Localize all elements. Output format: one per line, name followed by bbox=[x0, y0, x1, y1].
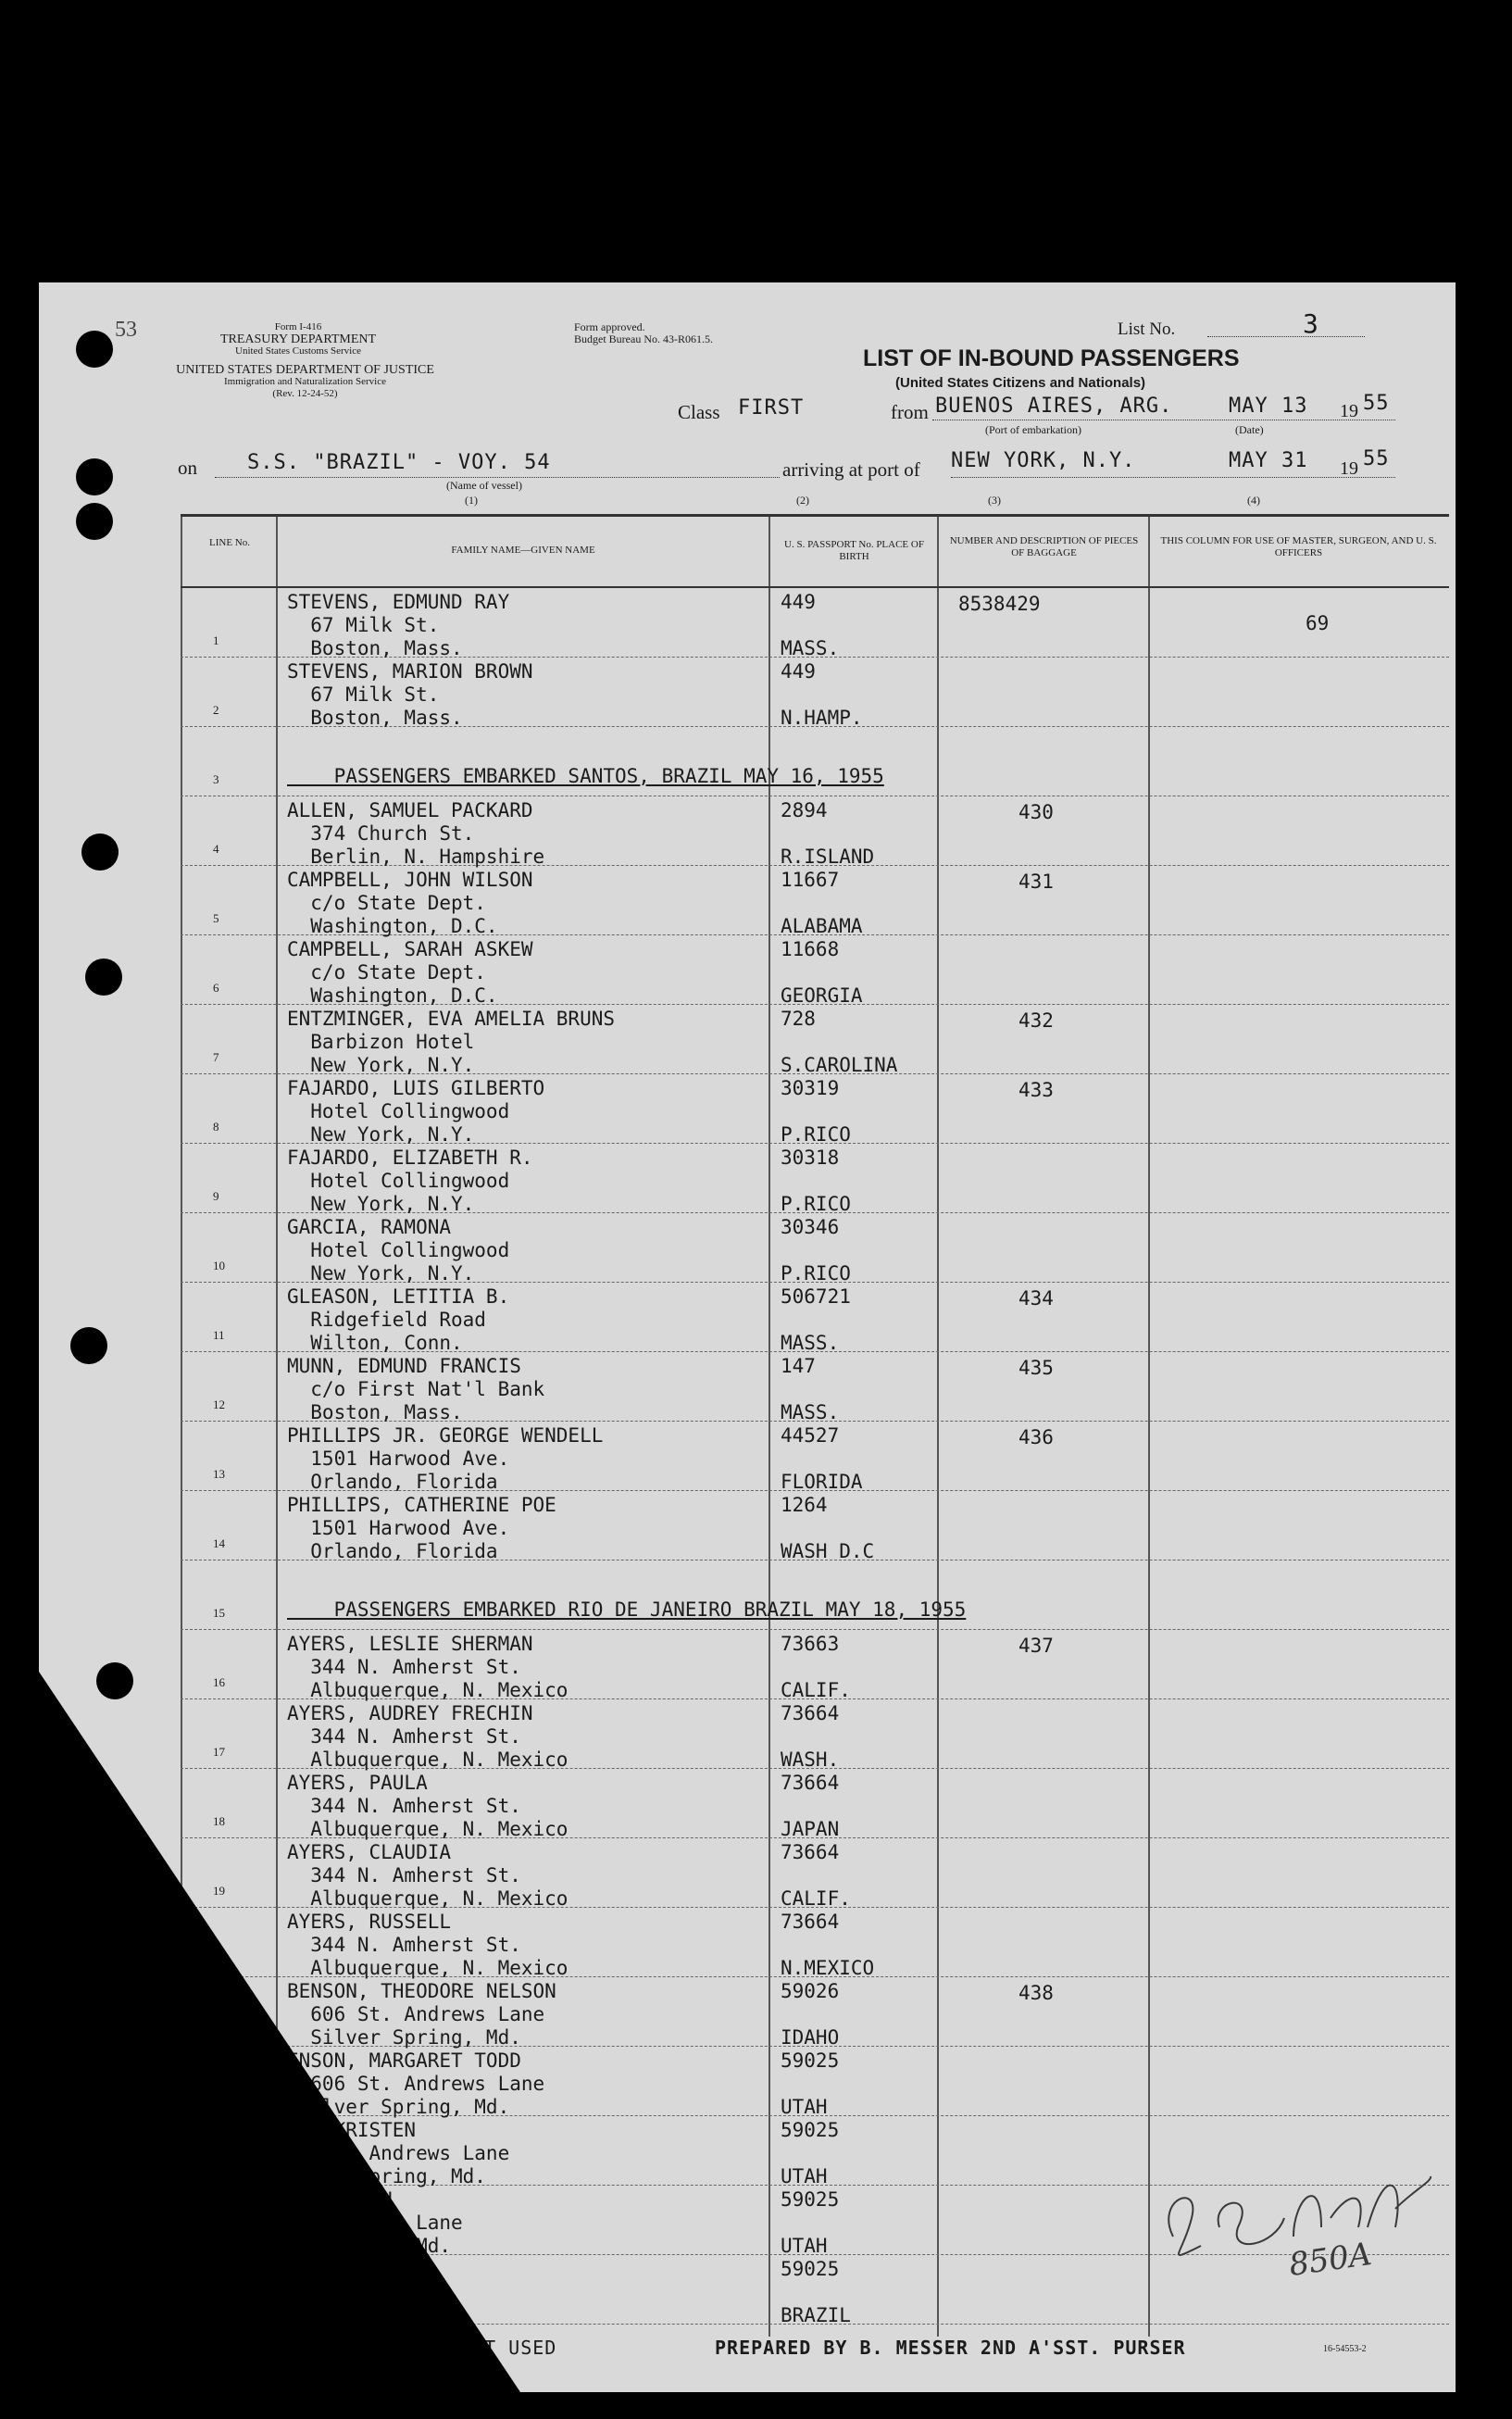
passport-birthplace: 449 N.HAMP. bbox=[781, 660, 863, 729]
line-number: 10 bbox=[213, 1259, 225, 1272]
header-rule bbox=[181, 586, 1449, 588]
passenger-name-address: PHILLIPS JR. GEORGE WENDELL 1501 Harwood Ave. Orlando, Florida bbox=[287, 1424, 604, 1493]
passenger-name-address: AYERS, PAULA 344 N. Amherst St. Albuquerque, N. Mexico bbox=[287, 1772, 569, 1840]
class-label: Class bbox=[678, 401, 720, 423]
baggage-count: 436 bbox=[1018, 1426, 1054, 1448]
binder-hole bbox=[85, 959, 122, 996]
arrival-rule bbox=[951, 477, 1395, 478]
from-port: BUENOS AIRES, ARG. bbox=[935, 395, 1173, 418]
col-divider-name bbox=[768, 517, 770, 2337]
line-number: 17 bbox=[213, 1745, 225, 1759]
passport-birthplace: 449 MASS. bbox=[781, 591, 840, 659]
passenger-name-address: GARCIA, RAMONA Hotel Collingwood New York, N.Y. bbox=[287, 1216, 510, 1285]
page-mark: 53 bbox=[115, 318, 137, 342]
passenger-name-address: STEVENS, MARION BROWN 67 Milk St. Boston, Mass. bbox=[287, 660, 533, 729]
baggage-count: 433 bbox=[1018, 1079, 1054, 1101]
approval-block bbox=[574, 321, 713, 345]
col-header-line: LINE No. bbox=[209, 537, 250, 548]
passenger-name-address: STEVENS, EDMUND RAY 67 Milk St. Boston, Mass. bbox=[287, 591, 510, 659]
passport-birthplace: 73663 CALIF. bbox=[781, 1633, 851, 1701]
col-header-name: FAMILY NAME—GIVEN NAME bbox=[451, 545, 595, 556]
col-header-baggage: NUMBER AND DESCRIPTION OF PIECES OF BAGGAGE bbox=[949, 535, 1139, 558]
passport-birthplace: 44527 FLORIDA bbox=[781, 1424, 863, 1493]
passport-birthplace: 59025 UTAH bbox=[781, 2049, 840, 2118]
passport-birthplace: 506721 MASS. bbox=[781, 1285, 851, 1354]
port-embark-caption: (Port of embarkation) bbox=[985, 423, 1081, 436]
line-number: 9 bbox=[213, 1189, 219, 1203]
passenger-name-address: CAMPBELL, JOHN WILSON c/o State Dept. Washington, D.C. bbox=[287, 869, 533, 937]
passenger-name-address: ELIZABETH Andrews Lane Spring, Md. bbox=[287, 2188, 463, 2257]
from-year: 55 bbox=[1363, 392, 1390, 415]
passport-birthplace: 59025 BRAZIL bbox=[781, 2258, 851, 2326]
passenger-name-address: GLEASON, LETITIA B. Ridgefield Road Wilton, Conn. bbox=[287, 1285, 510, 1354]
passenger-name-address: AYERS, AUDREY FRECHIN 344 N. Amherst St. Albuquerque, N. Mexico bbox=[287, 1702, 569, 1771]
line-number: 4 bbox=[213, 842, 219, 856]
passport-birthplace: 2894 R.ISLAND bbox=[781, 799, 875, 868]
customs-service: United States Customs Service bbox=[235, 345, 361, 357]
line-number: 19 bbox=[213, 1884, 225, 1898]
passport-birthplace: 59026 IDAHO bbox=[781, 1980, 840, 2049]
passport-birthplace: 11668 GEORGIA bbox=[781, 938, 863, 1007]
passenger-name-address: CAMPBELL, SARAH ASKEW c/o State Dept. Washington, D.C. bbox=[287, 938, 533, 1007]
on-label: on bbox=[178, 457, 197, 479]
baggage-count: 430 bbox=[1018, 801, 1054, 823]
line-number: 7 bbox=[213, 1050, 219, 1064]
justice-dept: UNITED STATES DEPARTMENT OF JUSTICE bbox=[176, 363, 434, 377]
line-number: 6 bbox=[213, 981, 219, 995]
line-number: 2 bbox=[213, 703, 219, 717]
line-number: 3 bbox=[213, 772, 219, 786]
passenger-name-address: PASSENGERS EMBARKED RIO DE JANEIRO BRAZIL MAY 18, 1955 bbox=[287, 1598, 967, 1621]
passport-birthplace: 30346 P.RICO bbox=[781, 1216, 851, 1285]
baggage-count: 435 bbox=[1018, 1357, 1054, 1379]
line-number: 13 bbox=[213, 1467, 225, 1481]
class-value: FIRST bbox=[738, 396, 805, 420]
line-number: 18 bbox=[213, 1814, 225, 1828]
arriving-label: arriving at port of bbox=[782, 458, 920, 481]
from-year-prefix: 19 bbox=[1340, 401, 1358, 421]
col-num-1: (1) bbox=[465, 494, 478, 507]
form-approved: Form approved. bbox=[574, 320, 645, 333]
list-no-label: List No. bbox=[1118, 320, 1176, 339]
vessel-name: S.S. "BRAZIL" - VOY. 54 bbox=[247, 451, 551, 474]
line-number: 5 bbox=[213, 911, 219, 925]
passenger-name-address: FAJARDO, LUIS GILBERTO Hotel Collingwood New York, N.Y. bbox=[287, 1077, 545, 1146]
passenger-name-address: ENSON, MARGARET TODD 606 St. Andrews Lane ilver Spring, Md. bbox=[287, 2049, 545, 2118]
passenger-name-address: ALLEN, SAMUEL PACKARD 374 Church St. Berlin, N. Hampshire bbox=[287, 799, 545, 868]
treasury-dept: TREASURY DEPARTMENT bbox=[219, 332, 377, 346]
from-label: from bbox=[891, 401, 929, 423]
col-divider-baggage bbox=[1148, 517, 1150, 2337]
from-date: MAY 13 bbox=[1229, 395, 1308, 418]
passenger-name-address: MUNN, EDMUND FRANCIS c/o First Nat'l Bank Boston, Mass. bbox=[287, 1355, 545, 1423]
col-header-officers: THIS COLUMN FOR USE OF MASTER, SURGEON, AND U. S. OFFICERS bbox=[1160, 535, 1437, 558]
binder-hole bbox=[81, 833, 119, 871]
passenger-table bbox=[181, 514, 1449, 2337]
passenger-name-address: AYERS, LESLIE SHERMAN 344 N. Amherst St. Albuquerque, N. Mexico bbox=[287, 1633, 569, 1701]
col-divider-line bbox=[276, 517, 278, 2337]
arrival-date: MAY 31 bbox=[1229, 449, 1308, 472]
justice-block bbox=[169, 364, 442, 400]
line-number: 14 bbox=[213, 1536, 225, 1550]
line-number: 12 bbox=[213, 1398, 225, 1411]
baggage-count: 437 bbox=[1018, 1635, 1054, 1657]
passport-birthplace: 147 MASS. bbox=[781, 1355, 840, 1423]
page-title: LIST OF IN-BOUND PASSENGERS bbox=[863, 345, 1240, 371]
list-no-rule bbox=[1207, 336, 1365, 337]
passenger-name-address: AROLINDA ndrews Lane ing, Md. bbox=[287, 2258, 452, 2326]
table-left-border bbox=[181, 517, 182, 2337]
arrival-port: NEW YORK, N.Y. bbox=[951, 449, 1136, 472]
arrival-year: 55 bbox=[1363, 447, 1390, 470]
binder-hole bbox=[76, 458, 113, 495]
passenger-name-address: AYERS, RUSSELL 344 N. Amherst St. Albuquerque, N. Mexico bbox=[287, 1911, 569, 1979]
vessel-caption: (Name of vessel) bbox=[446, 479, 522, 492]
date-caption: (Date) bbox=[1235, 423, 1264, 436]
passport-birthplace: 73664 CALIF. bbox=[781, 1841, 851, 1910]
line-number: 15 bbox=[213, 1606, 225, 1620]
signature-note: 850A bbox=[1286, 2235, 1374, 2285]
col-num-4: (4) bbox=[1247, 494, 1260, 507]
document-page bbox=[39, 282, 1456, 2392]
passport-birthplace: 30319 P.RICO bbox=[781, 1077, 851, 1146]
baggage-count: 431 bbox=[1018, 871, 1054, 893]
passport-birthplace: 73664 JAPAN bbox=[781, 1772, 840, 1840]
passport-birthplace: 1264 WASH D.C bbox=[781, 1494, 875, 1562]
col-num-2: (2) bbox=[796, 494, 809, 507]
passport-birthplace: 73664 WASH. bbox=[781, 1702, 840, 1771]
budget-bureau: Budget Bureau No. 43-R061.5. bbox=[574, 332, 713, 345]
passenger-name-address: AYERS, CLAUDIA 344 N. Amherst St. Albuquerque, N. Mexico bbox=[287, 1841, 569, 1910]
list-no-value: 3 bbox=[1303, 308, 1318, 339]
line-number: 11 bbox=[213, 1328, 225, 1342]
passenger-name-address: PHILLIPS, CATHERINE POE 1501 Harwood Ave. Orlando, Florida bbox=[287, 1494, 556, 1562]
col-divider-passport bbox=[937, 517, 939, 2337]
baggage-count: 434 bbox=[1018, 1287, 1054, 1310]
not-used-label: NOT USED bbox=[460, 2337, 557, 2359]
officer-note: 69 bbox=[1306, 612, 1330, 634]
passport-birthplace: 728 S.CAROLINA bbox=[781, 1008, 898, 1076]
binder-hole bbox=[76, 503, 113, 540]
line-number: 8 bbox=[213, 1120, 219, 1134]
passport-birthplace: 59025 UTAH bbox=[781, 2119, 840, 2187]
line-number: 1 bbox=[213, 633, 219, 647]
form-number: Form I-416 bbox=[274, 321, 322, 332]
binder-hole bbox=[96, 1662, 133, 1699]
vessel-rule bbox=[215, 477, 780, 478]
binder-hole bbox=[76, 331, 113, 368]
passport-birthplace: 30318 P.RICO bbox=[781, 1147, 851, 1215]
col-num-3: (3) bbox=[988, 494, 1001, 507]
signature bbox=[1136, 2125, 1432, 2292]
line-number: 16 bbox=[213, 1675, 225, 1689]
baggage-count: 8538429 bbox=[958, 593, 1041, 615]
prepared-by: PREPARED BY B. MESSER 2ND A'SST. PURSER bbox=[715, 2337, 1186, 2359]
ins-label: Immigration and Naturalization Service bbox=[223, 376, 387, 387]
passport-birthplace: 59025 UTAH bbox=[781, 2188, 840, 2257]
col-header-passport: U. S. PASSPORT No. PLACE OF BIRTH bbox=[784, 539, 924, 562]
row-rule bbox=[181, 1629, 1449, 1630]
passenger-name-address: PASSENGERS EMBARKED SANTOS, BRAZIL MAY 16, 1955 bbox=[287, 765, 884, 787]
passenger-name-address: BENSON, THEODORE NELSON 606 St. Andrews Lane Silver Spring, Md. bbox=[287, 1980, 556, 2049]
baggage-count: 438 bbox=[1018, 1982, 1054, 2004]
form-id-block bbox=[169, 321, 428, 357]
passport-birthplace: 73664 N.MEXICO bbox=[781, 1911, 875, 1979]
arrival-year-prefix: 19 bbox=[1340, 458, 1358, 479]
page-subtitle: (United States Citizens and Nationals) bbox=[895, 375, 1146, 391]
passenger-name-address: FAJARDO, ELIZABETH R. Hotel Collingwood New York, N.Y. bbox=[287, 1147, 533, 1215]
passenger-name-address: ENTZMINGER, EVA AMELIA BRUNS Barbizon Hotel New York, N.Y. bbox=[287, 1008, 616, 1076]
revision-label: (Rev. 12-24-52) bbox=[272, 388, 338, 399]
passport-birthplace: 11667 ALABAMA bbox=[781, 869, 863, 937]
passenger-name-address: ON, KRISTEN St. Andrews Lane er Spring, Md. bbox=[287, 2119, 510, 2187]
baggage-count: 432 bbox=[1018, 1009, 1054, 1032]
binder-hole bbox=[70, 1327, 107, 1364]
print-code: 16-54553-2 bbox=[1323, 2344, 1367, 2354]
